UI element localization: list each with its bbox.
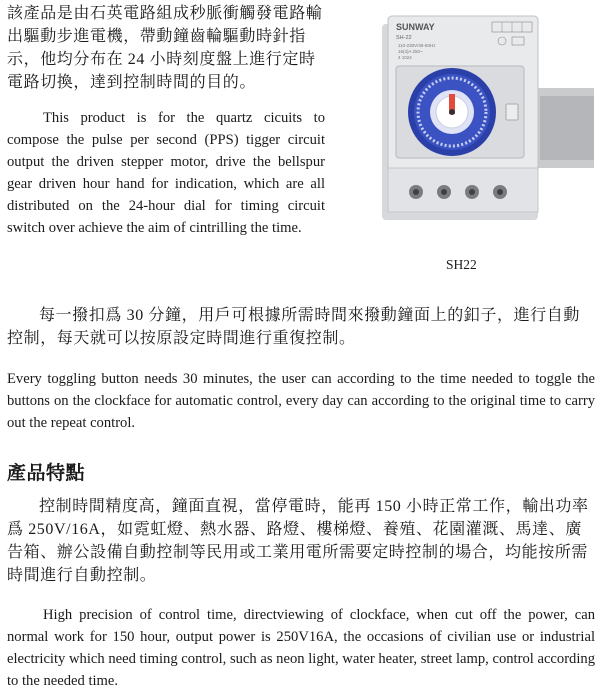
timer-dial-icon [408,68,496,156]
brand-label: SUNWAY [396,22,435,32]
features-english: High precision of control time, directviewing of clockface, when cut off the power, can normal work for 150 hour, output power is 250V16A, the occasions of civilian use or industrial electricity which need timing control, such as neon light, water heater, street lamp, control according to the needed time. [7,607,595,689]
toggle-english: Every toggling button needs 30 minutes, the user can according to the time needed to toggle the buttons on the clockface for automatic control, every day can according to the original time to carry out the repeat control. [7,371,595,431]
toggle-chinese: 每一撥扣爲 30 分鐘，用戶可根據所需時間來撥動鐘面上的釦子，進行自動控制，每天就可以按原設定時間進行重復控制。 [7,307,581,347]
spec-line-2: 16(4)A 250~ [398,49,423,54]
spec-line-3: 4 1024 [398,55,412,60]
intro-english: This product is for the quartz cicuits to compose the pulse per second (PPS) tigger circuit output the driven stepper motor, drive the bellspur gear driven hour hand for indication, which are all distributed on the 24-hour dial for timing circuit switch over achieve the aim of cintrilling the time. [7,110,325,236]
manual-switch [506,104,518,120]
figure-caption: SH22 [446,257,477,272]
features-chinese: 控制時間精度高，鐘面直視，當停電時，能再 150 小時正常工作，輸出功率爲 250V/16A，如霓虹燈、熱水器、路燈、樓梯燈、養殖、花園灌溉、馬達、廣告箱、辦公設備自動控制等民用或工業用電所需要定時控制的場合，均能按所需時間進行自動控制。 [7,498,589,584]
features-heading: 產品特點 [7,462,86,484]
intro-chinese: 該產品是由石英電路組成秒脈衝觸發電路輸出驅動步進電機，帶動鐘齒輪驅動時針指示，他均分布在 24 小時刻度盤上進行定時電路切換，達到控制時間的目的。 [7,5,323,91]
model-label: SH-22 [396,35,412,41]
timer-product-image [380,8,594,254]
spec-line-1: 110-230V/48-60Hz [398,43,436,48]
